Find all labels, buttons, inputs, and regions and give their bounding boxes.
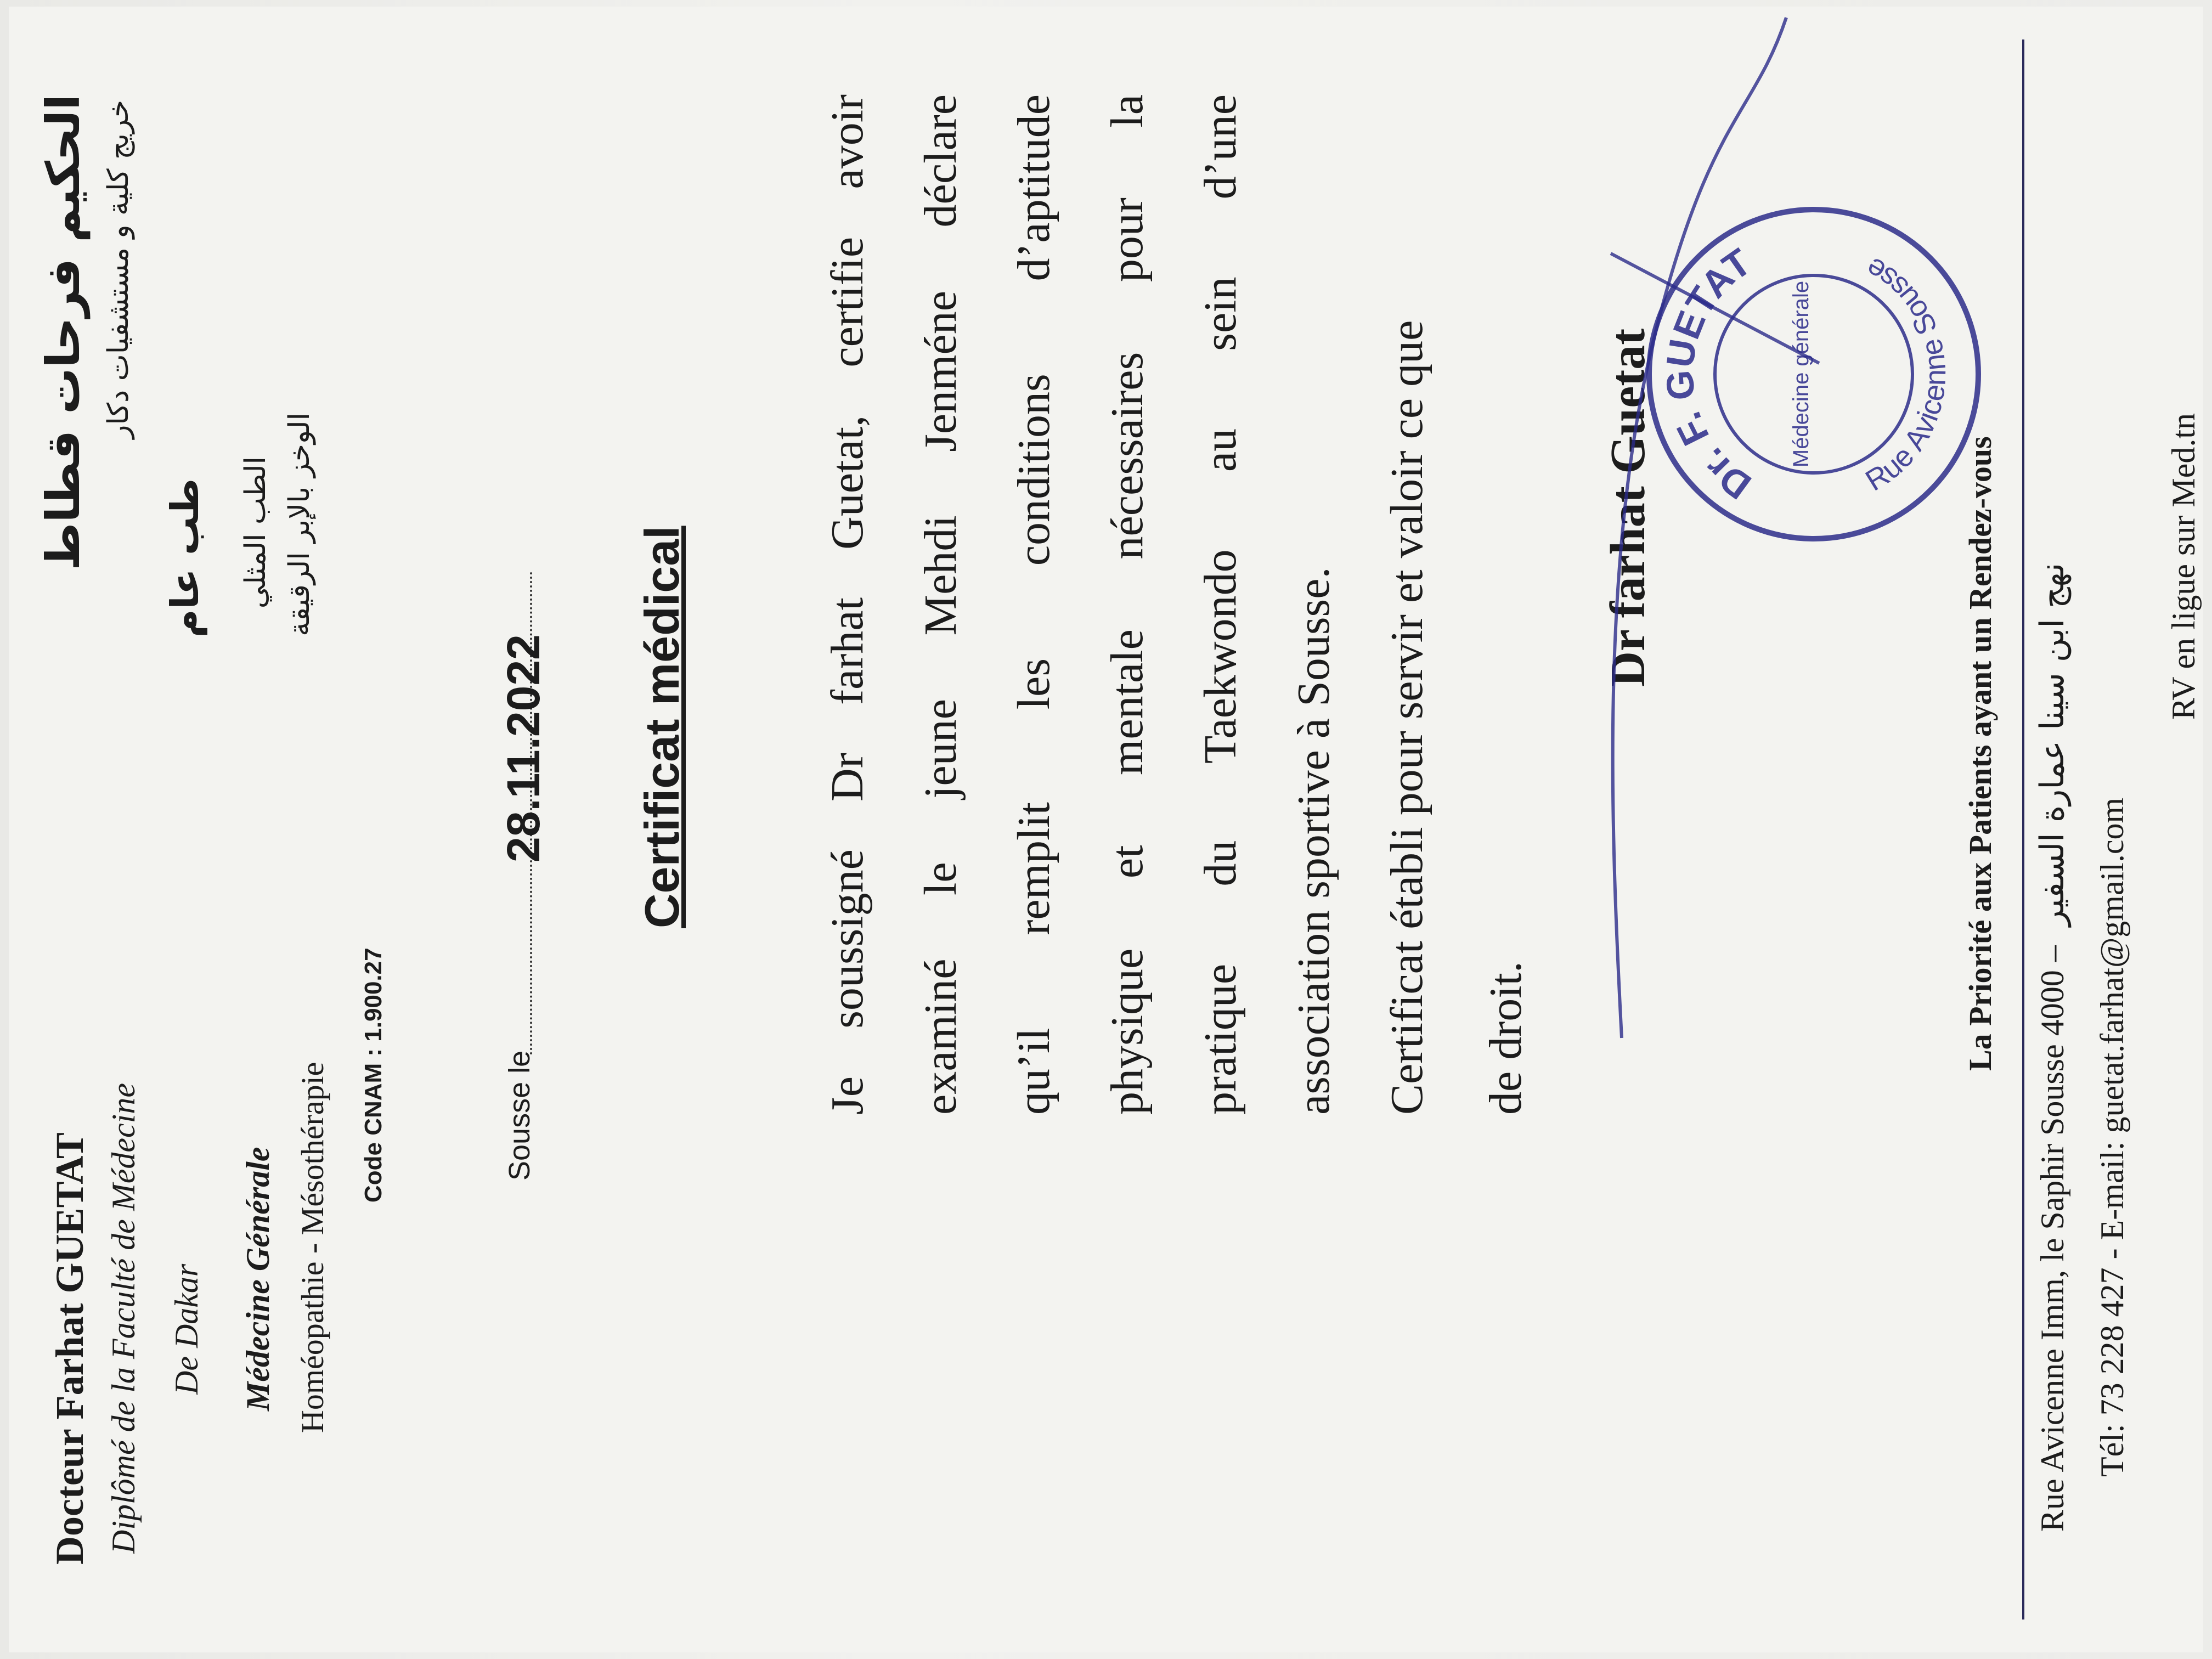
doctor-name-arabic: الحكيم فرحات قطاط bbox=[36, 94, 90, 571]
body-line-4: physique et mentale nécessaires pour la bbox=[1102, 94, 1153, 1115]
stamp-middle-text: Médecine générale bbox=[1789, 280, 1813, 468]
certificate-title: Certificat médical bbox=[635, 526, 689, 928]
medical-certificate-sheet bbox=[9, 7, 2203, 1652]
date-label: Sousse le bbox=[503, 1050, 536, 1181]
svg-text:Rue Avicenne Sousse bbox=[1860, 251, 1952, 497]
footer-address-ar: نهج ابن سينا عمارة السفير bbox=[2033, 562, 2072, 927]
stamp-bottom-text: Rue Avicenne Sousse bbox=[1860, 251, 1953, 498]
specialty-arabic: طب عام bbox=[162, 478, 207, 637]
footer-address bbox=[2033, 563, 2072, 1532]
body-line-6: association sportive à Sousse. bbox=[1288, 567, 1339, 1115]
body-line-3: qu’il remplit les conditions d’aptitude bbox=[1008, 94, 1059, 1115]
body-line-7: Certificat établi pour servir et valoir ce que bbox=[1381, 320, 1432, 1115]
cnam-code: Code CNAM : 1.900.27 bbox=[360, 947, 387, 1203]
doctor-name: Docteur Farhat GUETAT bbox=[48, 1132, 92, 1565]
body-line-2: examiné le jeune Mehdi Jenméne déclare bbox=[915, 94, 966, 1115]
footer-contact: Tél: 73 228 427 - E-mail: guetat.farhat@gmail.com bbox=[2094, 797, 2130, 1477]
doctor-signature-name: Dr farhat Guetat bbox=[1601, 328, 1655, 687]
handwritten-signature-stroke bbox=[1589, 7, 1863, 1049]
footer-online-booking: RV en ligue sur Med.tn bbox=[2165, 413, 2202, 720]
therapies: Homéopathie - Mésothérapie bbox=[295, 1062, 330, 1433]
homeopathy-arabic: الطب المثلي bbox=[239, 456, 272, 609]
body-line-8: de droit. bbox=[1480, 961, 1531, 1115]
body-line-1: Je soussigné Dr farhat Guetat, certifie avoir bbox=[822, 94, 873, 1115]
diploma-arabic: خريج كلية و مستشفيات دكار bbox=[102, 100, 135, 439]
diploma-line: Diplômé de la Faculté de Médecine bbox=[105, 1083, 142, 1554]
mesotherapy-arabic: الوخز بالإبر الرقيقة bbox=[283, 413, 316, 636]
specialty: Médecine Générale bbox=[240, 1147, 276, 1411]
diploma-city: De Dakar bbox=[168, 1263, 205, 1395]
stamp-top-text: Dr. F. GUETAT bbox=[1657, 240, 1759, 508]
footer-address-fr: Rue Avicenne Imm, le Saphir Sousse 4000 – bbox=[2034, 945, 2070, 1532]
footer-priority-note: La Priorité aux Patients ayant un Rendez-vous bbox=[1962, 436, 1998, 1071]
body-line-5: pratique du Taekwondo au sein d’une bbox=[1195, 94, 1246, 1115]
date-value: 28.11.2022 bbox=[498, 634, 549, 862]
footer-divider bbox=[2022, 40, 2024, 1620]
